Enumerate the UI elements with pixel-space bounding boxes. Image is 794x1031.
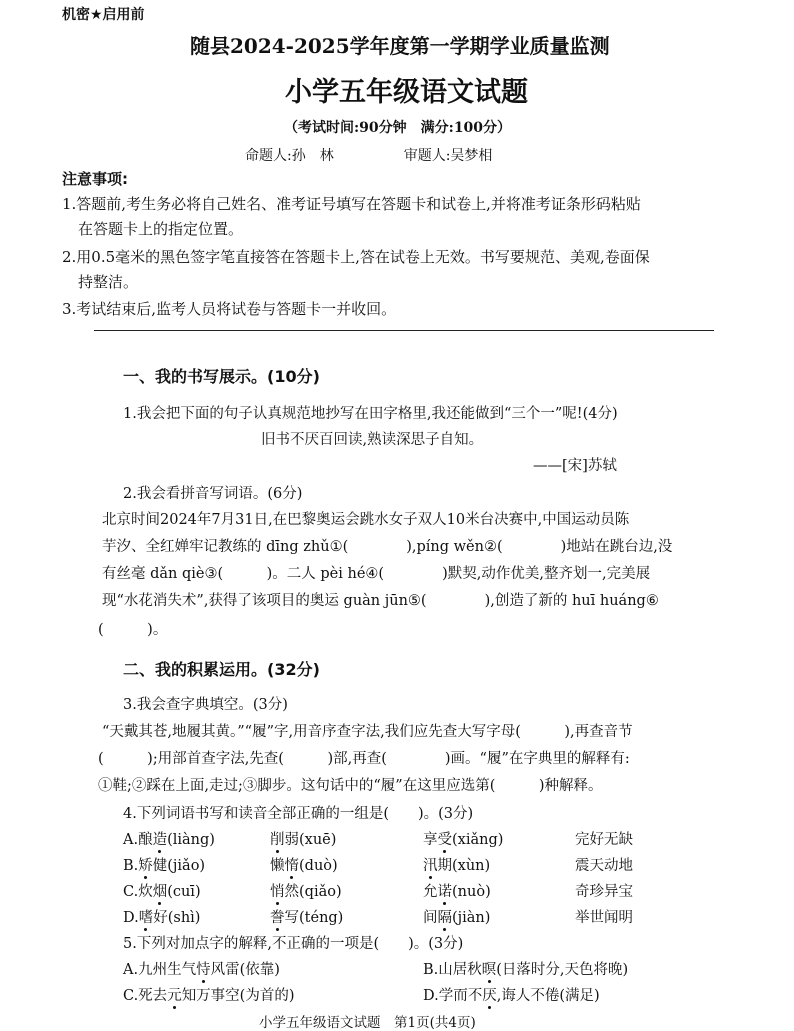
note-2-line-2: 持整洁。 bbox=[78, 273, 139, 291]
divider bbox=[94, 330, 714, 331]
q4-option-d-word-4: 举世闻明 bbox=[575, 910, 633, 926]
q4-option-a-word-2: 削弱(xuē) bbox=[270, 832, 337, 848]
question-4: 4.下列词语书写和读音全部正确的一组是( )。(3分) bbox=[123, 806, 474, 822]
question-1: 1.我会把下面的句子认真规范地抄写在田字格里,我还能做到“三个一”呢!(4分) bbox=[123, 406, 618, 422]
notes-heading: 注意事项: bbox=[62, 170, 128, 188]
page-footer: 小学五年级语文试题 第1页(共4页) bbox=[259, 1015, 476, 1031]
note-1-line-1: 1.答题前,考生务必将自己姓名、准考证号填写在答题卡和试卷上,并将准考证条形码粘贴 bbox=[62, 195, 641, 213]
secret-label: 机密★启用前 bbox=[62, 7, 145, 23]
poem-author: ——[宋]苏轼 bbox=[533, 458, 617, 474]
section-2-heading: 二、我的积累运用。(32分) bbox=[123, 660, 320, 679]
question-3-line-3: ①鞋;②踩在上面,走过;③脚步。这句话中的“履”在这里应选第( )种解释。 bbox=[98, 778, 603, 794]
question-3: 3.我会查字典填空。(3分) bbox=[123, 697, 288, 713]
section-1-heading: 一、我的书写展示。(10分) bbox=[123, 367, 320, 386]
q4-option-b: B.矫健(jiǎo) bbox=[123, 858, 206, 874]
q4-option-b-word-3: 汛期(xùn) bbox=[423, 858, 491, 874]
question-2: 2.我会看拼音写词语。(6分) bbox=[123, 486, 303, 502]
q5-option-b: B.山居秋暝(日落时分,天色将晚) bbox=[423, 962, 629, 978]
q5-option-d: D.学而不厌,诲人不倦(满足) bbox=[423, 988, 600, 1004]
exam-name: 随县2024-2025学年度第一学期学业质量监测 bbox=[190, 34, 610, 58]
question-3-line-2: ( );用部首查字法,先查( )部,再查( )画。“履”在字典里的解释有: bbox=[98, 751, 630, 767]
q4-option-d-word-2: 誊写(téng) bbox=[270, 910, 344, 926]
page-title: 小学五年级语文试题 bbox=[285, 77, 528, 108]
q4-option-c-word-2: 悄然(qiǎo) bbox=[270, 884, 342, 900]
q4-option-a-word-3: 享受(xiǎng) bbox=[423, 832, 504, 848]
note-2-line-1: 2.用0.5毫米的黑色签字笔直接答在答题卡上,答在试卷上无效。书写要规范、美观,卷面保 bbox=[62, 248, 650, 266]
q4-option-d: D.嗜好(shì) bbox=[123, 910, 201, 926]
note-1-line-2: 在答题卡上的指定位置。 bbox=[78, 220, 244, 238]
poem-line: 旧书不厌百回读,熟读深思子自知。 bbox=[261, 432, 484, 448]
q4-option-c-word-4: 奇珍异宝 bbox=[575, 884, 633, 900]
question-2-para-line-2: 芋汐、全红婵牢记教练的 dīng zhǔ①( ),píng wěn②( )地站在跳台边,没 bbox=[102, 539, 673, 555]
question-2-para-line-1: 北京时间2024年7月31日,在巴黎奥运会跳水女子双人10米台决赛中,中国运动员陈 bbox=[102, 512, 630, 528]
q4-option-b-word-2: 懒惰(duò) bbox=[270, 858, 338, 874]
question-5: 5.下列对加点字的解释,不正确的一项是( )。(3分) bbox=[123, 936, 464, 952]
q4-option-b-word-4: 震天动地 bbox=[575, 858, 633, 874]
q4-option-a: A.酿造(liàng) bbox=[123, 832, 215, 848]
question-2-para-line-3: 有丝毫 dǎn qiè③( )。二人 pèi hé④( )默契,动作优美,整齐划一,完美展 bbox=[102, 566, 651, 582]
question-2-para-line-5: ( )。 bbox=[98, 622, 168, 638]
question-2-para-line-4: 现“水花消失术”,获得了该项目的奥运 guàn jūn⑤( ),创造了新的 huī huáng⑥ bbox=[102, 593, 659, 609]
exam-time-score: （考试时间:90分钟 满分:100分） bbox=[284, 120, 512, 136]
q4-option-c: C.炊烟(cuī) bbox=[123, 884, 201, 900]
q5-option-a: A.九州生气恃风雷(依靠) bbox=[123, 962, 280, 978]
note-3: 3.考试结束后,监考人员将试卷与答题卡一并收回。 bbox=[62, 300, 397, 318]
q5-option-c: C.死去元知万事空(为首的) bbox=[123, 988, 295, 1004]
question-3-line-1: “天戴其苍,地履其黄。”“履”字,用音序查字法,我们应先查大写字母( ),再查音节 bbox=[102, 724, 633, 740]
q4-option-d-word-3: 间隔(jiàn) bbox=[423, 910, 491, 926]
q4-option-a-word-4: 完好无缺 bbox=[575, 832, 633, 848]
q4-option-c-word-3: 允诺(nuò) bbox=[423, 884, 491, 900]
authors: 命题人:孙 林 审题人:吴梦相 bbox=[245, 148, 493, 164]
